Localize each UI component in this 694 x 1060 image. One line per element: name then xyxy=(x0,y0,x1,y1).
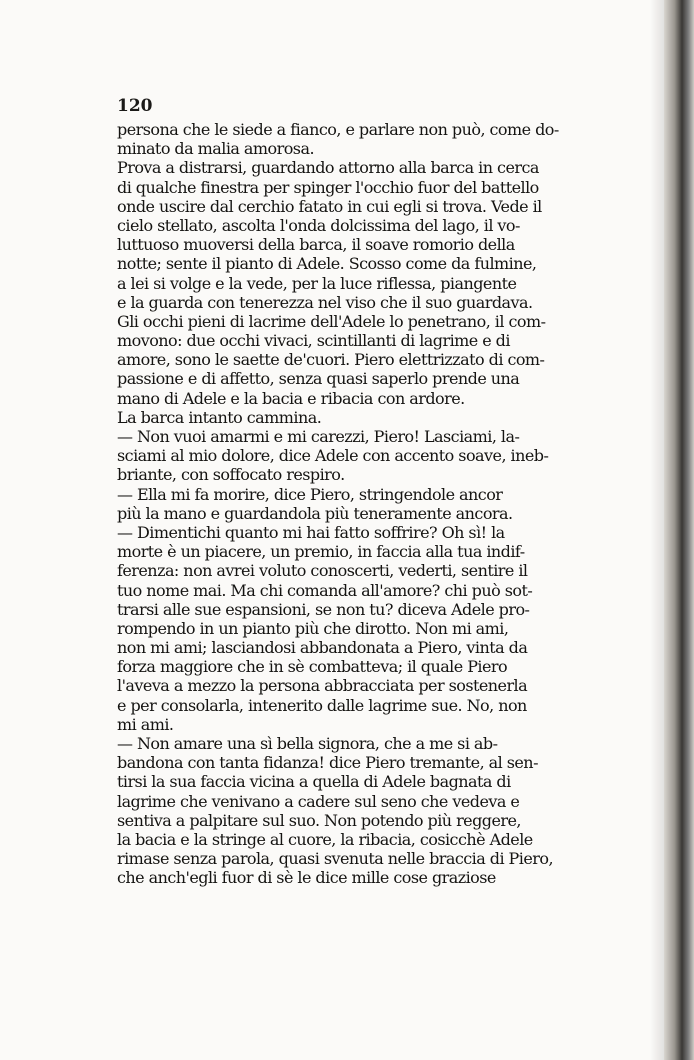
text-line: passione e di affetto, senza quasi saperlo prende una xyxy=(117,369,520,389)
text-line: mi ami. xyxy=(117,714,174,734)
text-line: rompendo in un pianto più che dirotto. Non mi ami, xyxy=(117,618,509,638)
text-line: morte è un piacere, un premio, in faccia alla tua indif- xyxy=(117,542,525,562)
text-line: tuo nome mai. Ma chi comanda all'amore? chi può sot- xyxy=(117,580,533,600)
text-line: notte; sente il pianto di Adele. Scosso come da fulmine, xyxy=(117,254,537,274)
text-line: forza maggiore che in sè combatteva; il quale Piero xyxy=(117,657,508,677)
body-text xyxy=(117,120,580,888)
text-line: lagrime che venivano a cadere sul seno che vedeva e xyxy=(117,791,520,811)
text-line: bandona con tanta fidanza! dice Piero tremante, al sen- xyxy=(117,753,538,773)
text-line: minato da malia amorosa. xyxy=(117,139,314,159)
text-line: non mi ami; lasciandosi abbandonata a Piero, vinta da xyxy=(117,638,528,658)
text-line: che anch'egli fuor di sè le dice mille cose graziose xyxy=(117,868,496,888)
text-line: e per consolarla, intenerito dalle lagrime sue. No, non xyxy=(117,695,527,715)
text-line: — Non amare una sì bella signora, che a me si ab- xyxy=(117,734,498,753)
text-line: — Dimentichi quanto mi hai fatto soffrire? Oh sì! la xyxy=(117,522,505,542)
text-line: la bacia e la stringe al cuore, la ribacia, cosicchè Adele xyxy=(117,829,533,849)
text-line: amore, sono le saette de'cuori. Piero elettrizzato di com- xyxy=(117,350,545,370)
text-line: trarsi alle sue espansioni, se non tu? diceva Adele pro- xyxy=(117,599,530,619)
book-spine-edge xyxy=(664,0,694,1060)
text-line: — Ella mi fa morire, dice Piero, stringendole ancor xyxy=(117,484,503,504)
text-line: onde uscire dal cerchio fatato in cui egli si trova. Vede il xyxy=(117,196,542,216)
text-line: mano di Adele e la bacia e ribacia con ardore. xyxy=(117,388,465,408)
text-line: ferenza: non avrei voluto conoscerti, vederti, sentire il xyxy=(117,561,528,581)
text-line: luttuoso muoversi della barca, il soave romorio della xyxy=(117,235,515,255)
text-line: a lei si volge e la vede, per la luce riflessa, piangente xyxy=(117,273,517,293)
text-line: rimase senza parola, quasi svenuta nelle braccia di Piero, xyxy=(117,849,553,869)
text-line: e la guarda con tenerezza nel viso che il suo guardava. xyxy=(117,292,533,312)
text-line: tirsi la sua faccia vicina a quella di Adele bagnata di xyxy=(117,772,511,792)
text-line: — Non vuoi amarmi e mi carezzi, Piero! Lasciami, la- xyxy=(117,427,520,446)
text-line: l'aveva a mezzo la persona abbracciata per sostenerla xyxy=(117,676,528,696)
page-gutter-shadow xyxy=(650,0,664,1060)
text-line: sentiva a palpitare sul suo. Non potendo più reggere, xyxy=(117,810,521,830)
text-line: Prova a distrarsi, guardando attorno alla barca in cerca xyxy=(117,158,539,178)
text-line: cielo stellato, ascolta l'onda dolcissima del lago, il vo- xyxy=(117,215,520,235)
text-line: più la mano e guardandola più teneramente ancora. xyxy=(117,503,513,523)
text-line: sciami al mio dolore, dice Adele con accento soave, ineb- xyxy=(117,446,549,466)
text-line: La barca intanto cammina. xyxy=(117,407,322,427)
text-line: persona che le siede a fianco, e parlare non può, come do- xyxy=(117,120,559,139)
text-line: Gli occhi pieni di lacrime dell'Adele lo penetrano, il com- xyxy=(117,311,546,331)
text-line: briante, con soffocato respiro. xyxy=(117,465,345,485)
text-line: movono: due occhi vivaci, scintillanti di lagrime e di xyxy=(117,331,510,351)
page-number: 120 xyxy=(117,96,153,116)
text-line: di qualche finestra per spinger l'occhio fuor del battello xyxy=(117,177,539,197)
